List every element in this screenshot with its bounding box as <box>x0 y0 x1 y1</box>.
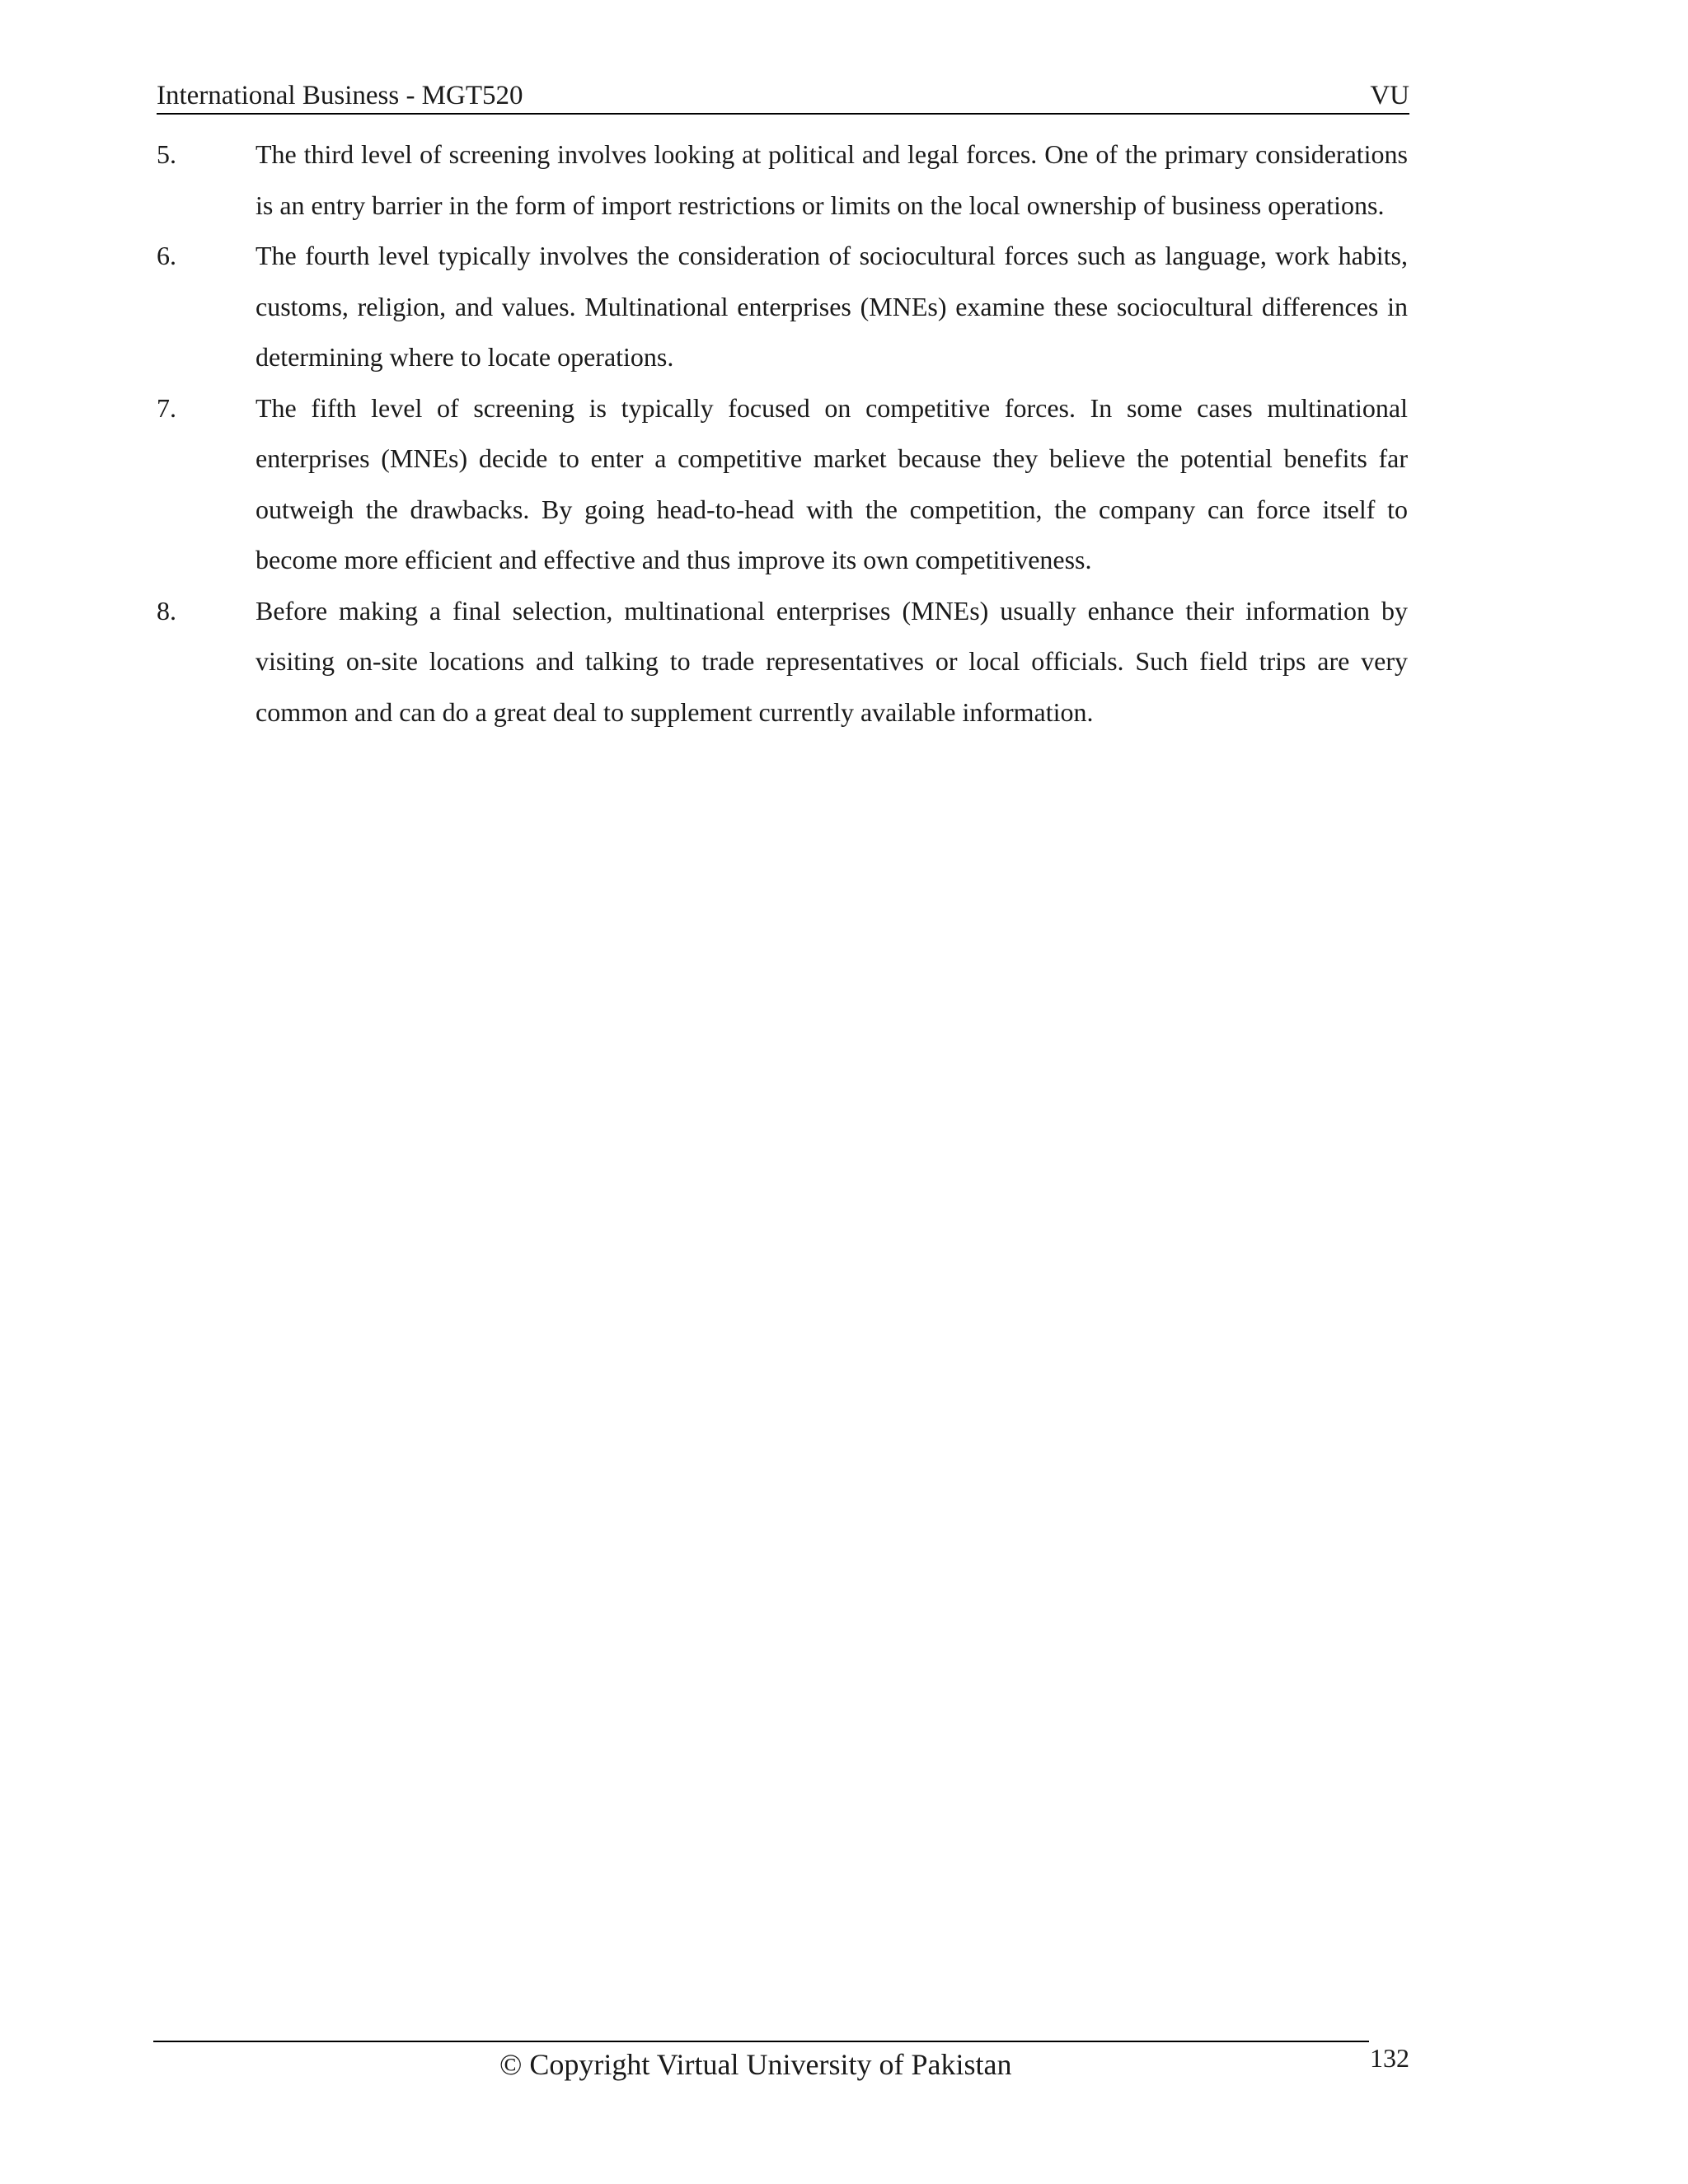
list-item-text: Before making a final selection, multinational enterprises (MNEs) usually enhance their information by visiting on-site locations and talking to trade representatives or local officials. Such field trips are very common and can do a great deal to supplement currently available information. <box>256 595 1408 727</box>
footer-divider <box>153 2041 1369 2042</box>
list-item <box>157 129 1408 231</box>
list-item-number: 8. <box>157 595 176 626</box>
list-item-text: The third level of screening involves looking at political and legal forces. One of the primary considerations is an entry barrier in the form of import restrictions or limits on the local ownership of business operations. <box>256 139 1408 220</box>
numbered-list <box>157 129 1408 738</box>
page-header <box>157 78 1409 115</box>
list-item <box>157 586 1408 738</box>
list-item <box>157 383 1408 586</box>
list-item-text: The fifth level of screening is typically focused on competitive forces. In some cases multinational enterprises (MNEs) decide to enter a competitive market because they believe the potential benefits far outweigh the drawbacks. By going head-to-head with the competition, the company can force itself to become more efficient and effective and thus improve its own competitiveness. <box>256 392 1408 574</box>
copyright-notice: © Copyright Virtual University of Pakistan <box>499 2048 1012 2081</box>
list-item <box>157 231 1408 383</box>
page-number: 132 <box>1370 2043 1409 2073</box>
list-item-text: The fourth level typically involves the consideration of sociocultural forces such as language, work habits, customs, religion, and values. Multinational enterprises (MNEs) examine these sociocultural differences in determining where to locate operations. <box>256 241 1408 372</box>
list-item-number: 5. <box>157 139 176 169</box>
list-item-number: 6. <box>157 241 176 270</box>
list-item-number: 7. <box>157 392 176 423</box>
course-title: International Business - MGT520 <box>157 81 523 110</box>
institution-abbreviation: VU <box>1370 81 1409 110</box>
